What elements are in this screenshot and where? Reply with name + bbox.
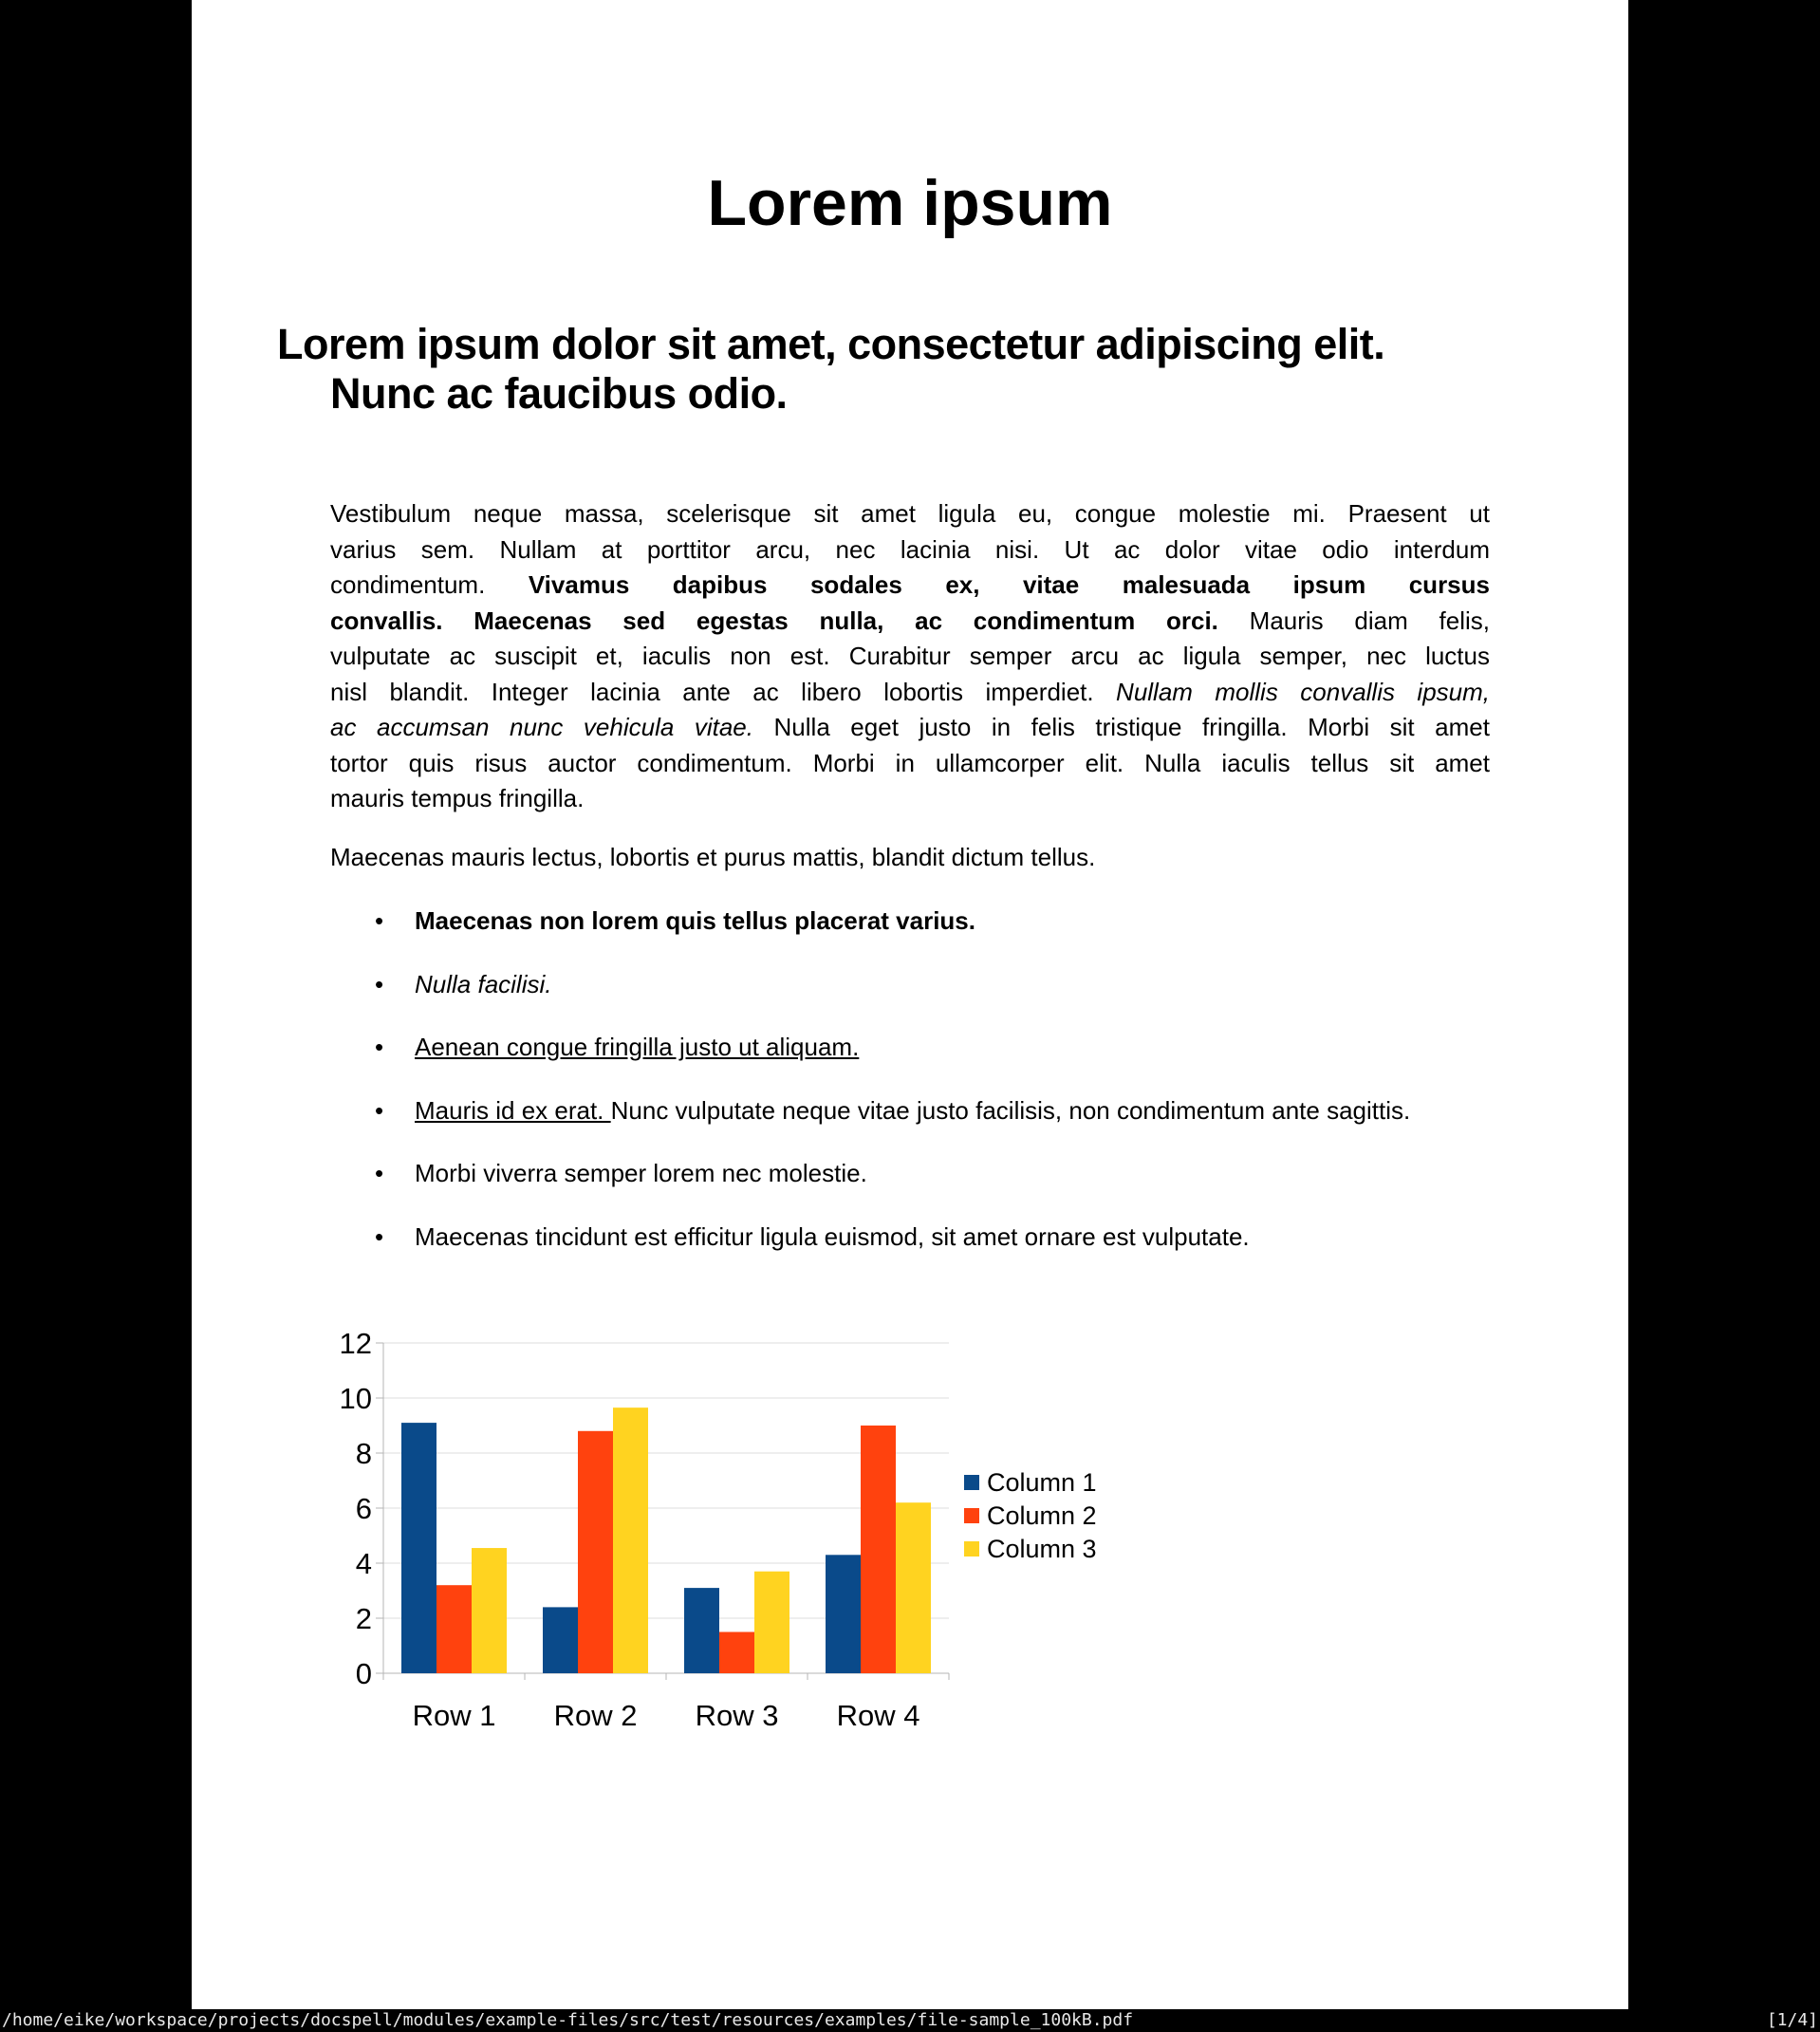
text-segment: Vivamus dapibus sodales ex, vitae malesuada ipsum cursus (528, 570, 1490, 599)
x-category-label: Row 3 (695, 1699, 779, 1732)
text-line (330, 639, 1490, 675)
text-segment: Aenean congue fringilla justo ut aliquam. (415, 1033, 860, 1061)
y-tick-label: 8 (355, 1437, 372, 1470)
y-tick-label: 12 (339, 1327, 372, 1360)
list-item (375, 1030, 1490, 1066)
text-line (330, 781, 1490, 817)
list-item (375, 1093, 1490, 1129)
document-title: Lorem ipsum (707, 167, 1113, 239)
paragraph-1 (330, 496, 1490, 817)
bullet-icon: • (375, 906, 384, 935)
text-segment: Nullam mollis convallis ipsum, (1116, 677, 1490, 706)
text-segment: ac accumsan nunc vehicula vitae. (330, 713, 753, 741)
text-segment: Morbi viverra semper lorem nec molestie. (415, 1159, 867, 1187)
x-category-label: Row 1 (412, 1699, 496, 1732)
bar-column-3-row-2 (613, 1407, 648, 1673)
list-item (375, 904, 1490, 940)
text-segment: nisl blandit. Integer lacinia ante ac libero lobortis imperdiet. (330, 677, 1117, 706)
bullet-icon: • (375, 1159, 384, 1187)
text-segment: condimentum. (330, 570, 529, 599)
text-line (330, 604, 1490, 640)
bar-column-2-row-2 (578, 1431, 613, 1673)
bullet-icon: • (375, 1095, 384, 1125)
y-tick-label: 0 (355, 1657, 372, 1690)
legend-label: Column 2 (987, 1501, 1097, 1530)
text-segment: tortor quis risus auctor condimentum. Morbi in ullamcorper elit. Nulla iaculis tellus sit amet (330, 748, 1490, 777)
x-category-label: Row 2 (553, 1699, 638, 1732)
legend-label: Column 3 (987, 1535, 1097, 1563)
text-segment: convallis. Maecenas sed egestas nulla, ac condimentum orci. (330, 606, 1218, 635)
text-segment: Mauris id ex erat. (415, 1095, 611, 1125)
text-segment: Nulla facilisi. (415, 969, 552, 998)
heading-line-2: Nunc ac faucibus odio. (330, 369, 788, 418)
y-tick-label: 10 (339, 1382, 372, 1415)
list-item (375, 1220, 1490, 1256)
paragraph-2: Maecenas mauris lectus, lobortis et purus mattis, blandit dictum tellus. (330, 843, 1096, 871)
text-segment: mauris tempus fringilla. (330, 784, 585, 812)
bar-column-1-row-1 (401, 1423, 436, 1673)
document-heading (277, 320, 1507, 419)
document-page[interactable] (192, 0, 1628, 2009)
legend-swatch (964, 1508, 979, 1523)
bullet-icon: • (375, 1033, 384, 1061)
bullet-list (375, 904, 1490, 1282)
text-line (330, 710, 1490, 746)
text-line (330, 496, 1490, 532)
viewer-statusbar (0, 2009, 1820, 2032)
heading-line-1: Lorem ipsum dolor sit amet, consectetur adipiscing elit. (277, 320, 1385, 368)
text-segment: Nunc vulputate neque vitae justo facilisis, non condimentum ante sagittis. (610, 1095, 1411, 1125)
text-segment: Vestibulum neque massa, scelerisque sit amet ligula eu, congue molestie mi. Praesent ut (330, 499, 1490, 528)
text-line (330, 532, 1490, 569)
bar-column-1-row-3 (684, 1588, 719, 1673)
text-line (330, 568, 1490, 604)
bar-column-1-row-2 (543, 1607, 578, 1673)
bar-column-2-row-3 (719, 1632, 754, 1674)
statusbar-file-path: /home/eike/workspace/projects/docspell/modules/example-files/src/test/resources/examples/file-sample_100kB.pdf (2, 2010, 1134, 2030)
text-line (330, 675, 1490, 711)
text-segment: Maecenas tincidunt est efficitur ligula euismod, sit amet ornare est vulputate. (415, 1221, 1250, 1251)
y-tick-label: 4 (355, 1547, 372, 1580)
bar-chart (323, 1319, 1139, 1756)
legend-swatch (964, 1541, 979, 1557)
legend-label: Column 1 (987, 1468, 1097, 1497)
bullet-icon: • (375, 969, 384, 998)
legend-swatch (964, 1475, 979, 1490)
y-tick-label: 2 (355, 1602, 372, 1635)
list-item (375, 967, 1490, 1003)
list-item (375, 1156, 1490, 1192)
text-segment: varius sem. Nullam at porttitor arcu, nec lacinia nisi. Ut ac dolor vitae odio interdum (330, 534, 1490, 564)
bullet-icon: • (375, 1221, 384, 1251)
x-category-label: Row 4 (836, 1699, 920, 1732)
text-segment: Maecenas non lorem quis tellus placerat varius. (415, 906, 975, 935)
text-segment: Nulla eget justo in felis tristique fringilla. Morbi sit amet (753, 713, 1490, 741)
bar-column-3-row-4 (896, 1502, 931, 1673)
bar-column-3-row-1 (472, 1548, 507, 1673)
text-line (330, 746, 1490, 782)
text-segment: Mauris diam felis, (1217, 606, 1490, 635)
text-segment: vulputate ac suscipit et, iaculis non est. Curabitur semper arcu ac ligula semper, nec luctus (330, 642, 1490, 670)
bar-column-2-row-1 (436, 1585, 472, 1673)
y-tick-label: 6 (355, 1492, 372, 1525)
statusbar-page-indicator: [1/4] (1766, 2010, 1818, 2030)
bar-column-3-row-3 (754, 1572, 789, 1673)
bar-column-2-row-4 (861, 1426, 896, 1673)
bar-column-1-row-4 (826, 1555, 861, 1673)
